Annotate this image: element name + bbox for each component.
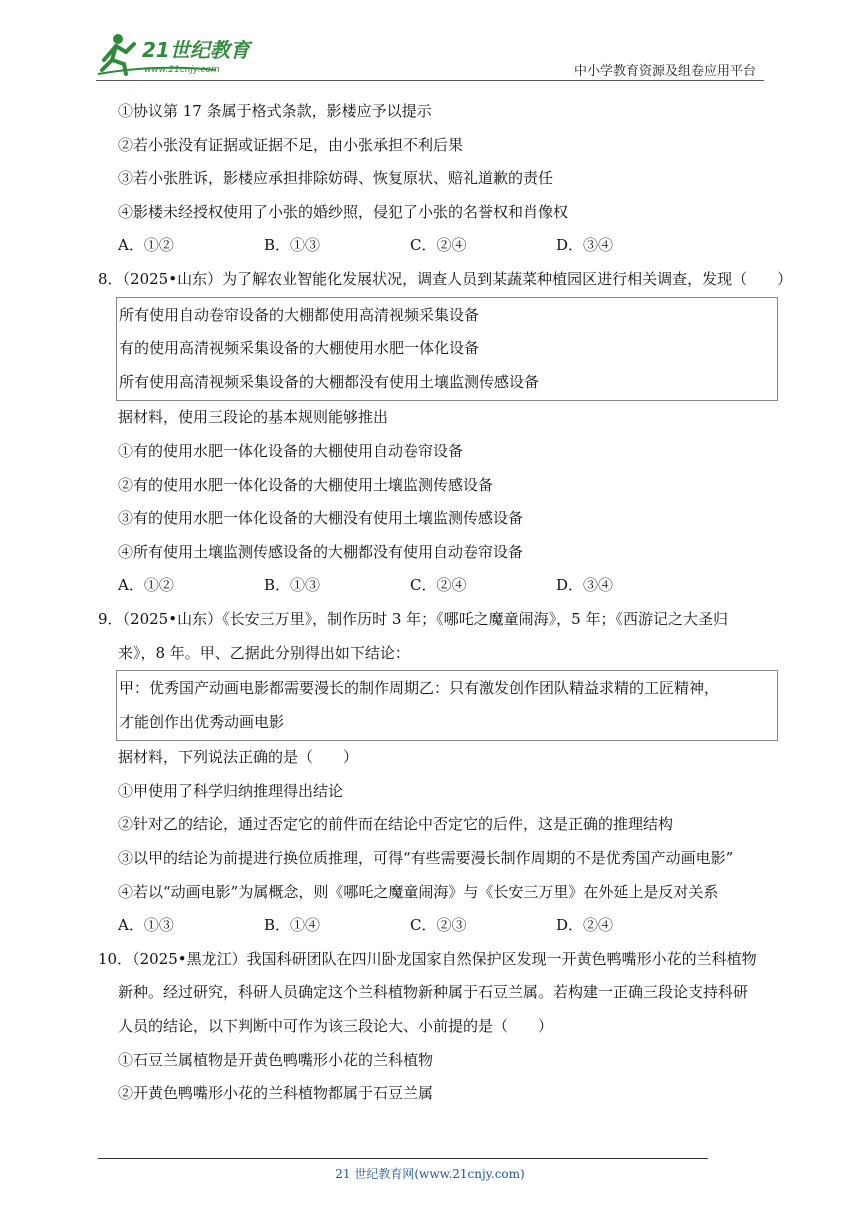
q7-option-4: ④影楼未经授权使用了小张的婚纱照，侵犯了小张的名誉权和肖像权 (118, 202, 569, 221)
q8-option-1: ①有的使用水肥一体化设备的大棚使用自动卷帘设备 (118, 441, 464, 460)
q9-choice-b[interactable]: B．①④ (264, 916, 321, 935)
q9-option-2: ②针对乙的结论，通过否定它的前件而在结论中否定它的后件，这是正确的推理结构 (118, 815, 674, 834)
q9-choice-a[interactable]: A．①③ (118, 916, 174, 935)
q10-stem-line-2: 新种。经过研究，科研人员确定这个兰科植物新种属于石豆兰属。若构建一正确三段论支持科研 (118, 983, 749, 1002)
q8-choice-c[interactable]: C．②④ (410, 576, 467, 595)
footer-link[interactable]: 21 世纪教育网(www.21cnjy.com) (335, 1167, 525, 1181)
q7-choice-b[interactable]: B．①③ (264, 236, 321, 255)
runner-logo-icon (96, 30, 266, 78)
q8-choice-a[interactable]: A．①② (118, 576, 174, 595)
q8-choices (98, 569, 768, 603)
q7-choice-a[interactable]: A．①② (118, 236, 174, 255)
q7-choice-d[interactable]: D．③④ (556, 236, 614, 255)
q9-choices (98, 909, 768, 943)
q8-option-2: ②有的使用水肥一体化设备的大棚使用土壤监测传感设备 (118, 475, 494, 494)
site-logo (96, 30, 266, 78)
header-divider (96, 80, 764, 81)
q9-stem-line-1: 9．（2025•山东）《长安三万里》，制作历时 3 年；《哪吒之魔童闹海》，5 年；《西游记之大圣归 (98, 609, 728, 628)
q9-choice-c[interactable]: C．②③ (410, 916, 467, 935)
q7-choice-c[interactable]: C．②④ (410, 236, 467, 255)
q9-choice-d[interactable]: D．②④ (556, 916, 614, 935)
q9-material-1: 甲：优秀国产动画电影都需要漫长的制作周期乙：只有激发创作团队精益求精的工匠精神， (119, 679, 720, 698)
q8-prompt: 据材料，使用三段论的基本规则能够推出 (118, 408, 389, 427)
q8-option-4: ④所有使用土壤监测传感设备的大棚都没有使用自动卷帘设备 (118, 542, 524, 561)
q9-option-1: ①甲使用了科学归纳推理得出结论 (118, 781, 344, 800)
q9-prompt: 据材料，下列说法正确的是（ ） (118, 748, 359, 767)
q8-choice-d[interactable]: D．③④ (556, 576, 614, 595)
q9-stem-line-2: 来》，8 年。甲、乙据此分别得出如下结论： (118, 643, 410, 662)
footer-divider (98, 1158, 708, 1159)
q7-option-3: ③若小张胜诉，影楼应承担排除妨碍、恢复原状、赔礼道歉的责任 (118, 169, 554, 188)
q7-option-1: ①协议第 17 条属于格式条款，影楼应予以提示 (118, 102, 432, 120)
q9-option-3: ③以甲的结论为前提进行换位质推理，可得“有些需要漫长制作周期的不是优秀国产动画电影” (118, 849, 734, 868)
q7-option-2: ②若小张没有证据或证据不足，由小张承担不利后果 (118, 135, 464, 154)
q10-option-2: ②开黄色鸭嘴形小花的兰科植物都属于石豆兰属 (118, 1084, 434, 1103)
q8-material-1: 所有使用自动卷帘设备的大棚都使用高清视频采集设备 (119, 305, 480, 324)
logo-text: 21世纪教育 (142, 38, 250, 62)
q10-option-1: ①石豆兰属植物是开黄色鸭嘴形小花的兰科植物 (118, 1050, 434, 1069)
q8-material-3: 所有使用高清视频采集设备的大棚都没有使用土壤监测传感设备 (119, 372, 540, 391)
q10-stem-line-1: 10．（2025•黑龙江）我国科研团队在四川卧龙国家自然保护区发现一开黄色鸭嘴形小花的兰科植物 (98, 949, 757, 968)
question-content (98, 95, 793, 1111)
logo-url: www.21cnjy.com (144, 65, 220, 75)
site-name: 中小学教育资源及组卷应用平台 (573, 64, 756, 79)
q8-stem: 8．（2025•山东）为了解农业智能化发展状况，调查人员到某蔬菜种植园区进行相关调查，发现（ ） (98, 269, 793, 288)
q9-option-4: ④若以“动画电影”为属概念，则《哪吒之魔童闹海》与《长安三万里》在外延上是反对关系 (118, 882, 719, 901)
q8-material-box (116, 297, 778, 402)
q9-material-box (116, 670, 778, 741)
q9-material-2: 才能创作出优秀动画电影 (119, 712, 285, 731)
q8-material-2: 有的使用高清视频采集设备的大棚使用水肥一体化设备 (119, 339, 480, 358)
q10-stem-line-3: 人员的结论，以下判断中可作为该三段论大、小前提的是（ ） (118, 1017, 554, 1036)
q7-choices (98, 229, 768, 263)
q8-choice-b[interactable]: B．①③ (264, 576, 321, 595)
q8-option-3: ③有的使用水肥一体化设备的大棚没有使用土壤监测传感设备 (118, 509, 524, 528)
